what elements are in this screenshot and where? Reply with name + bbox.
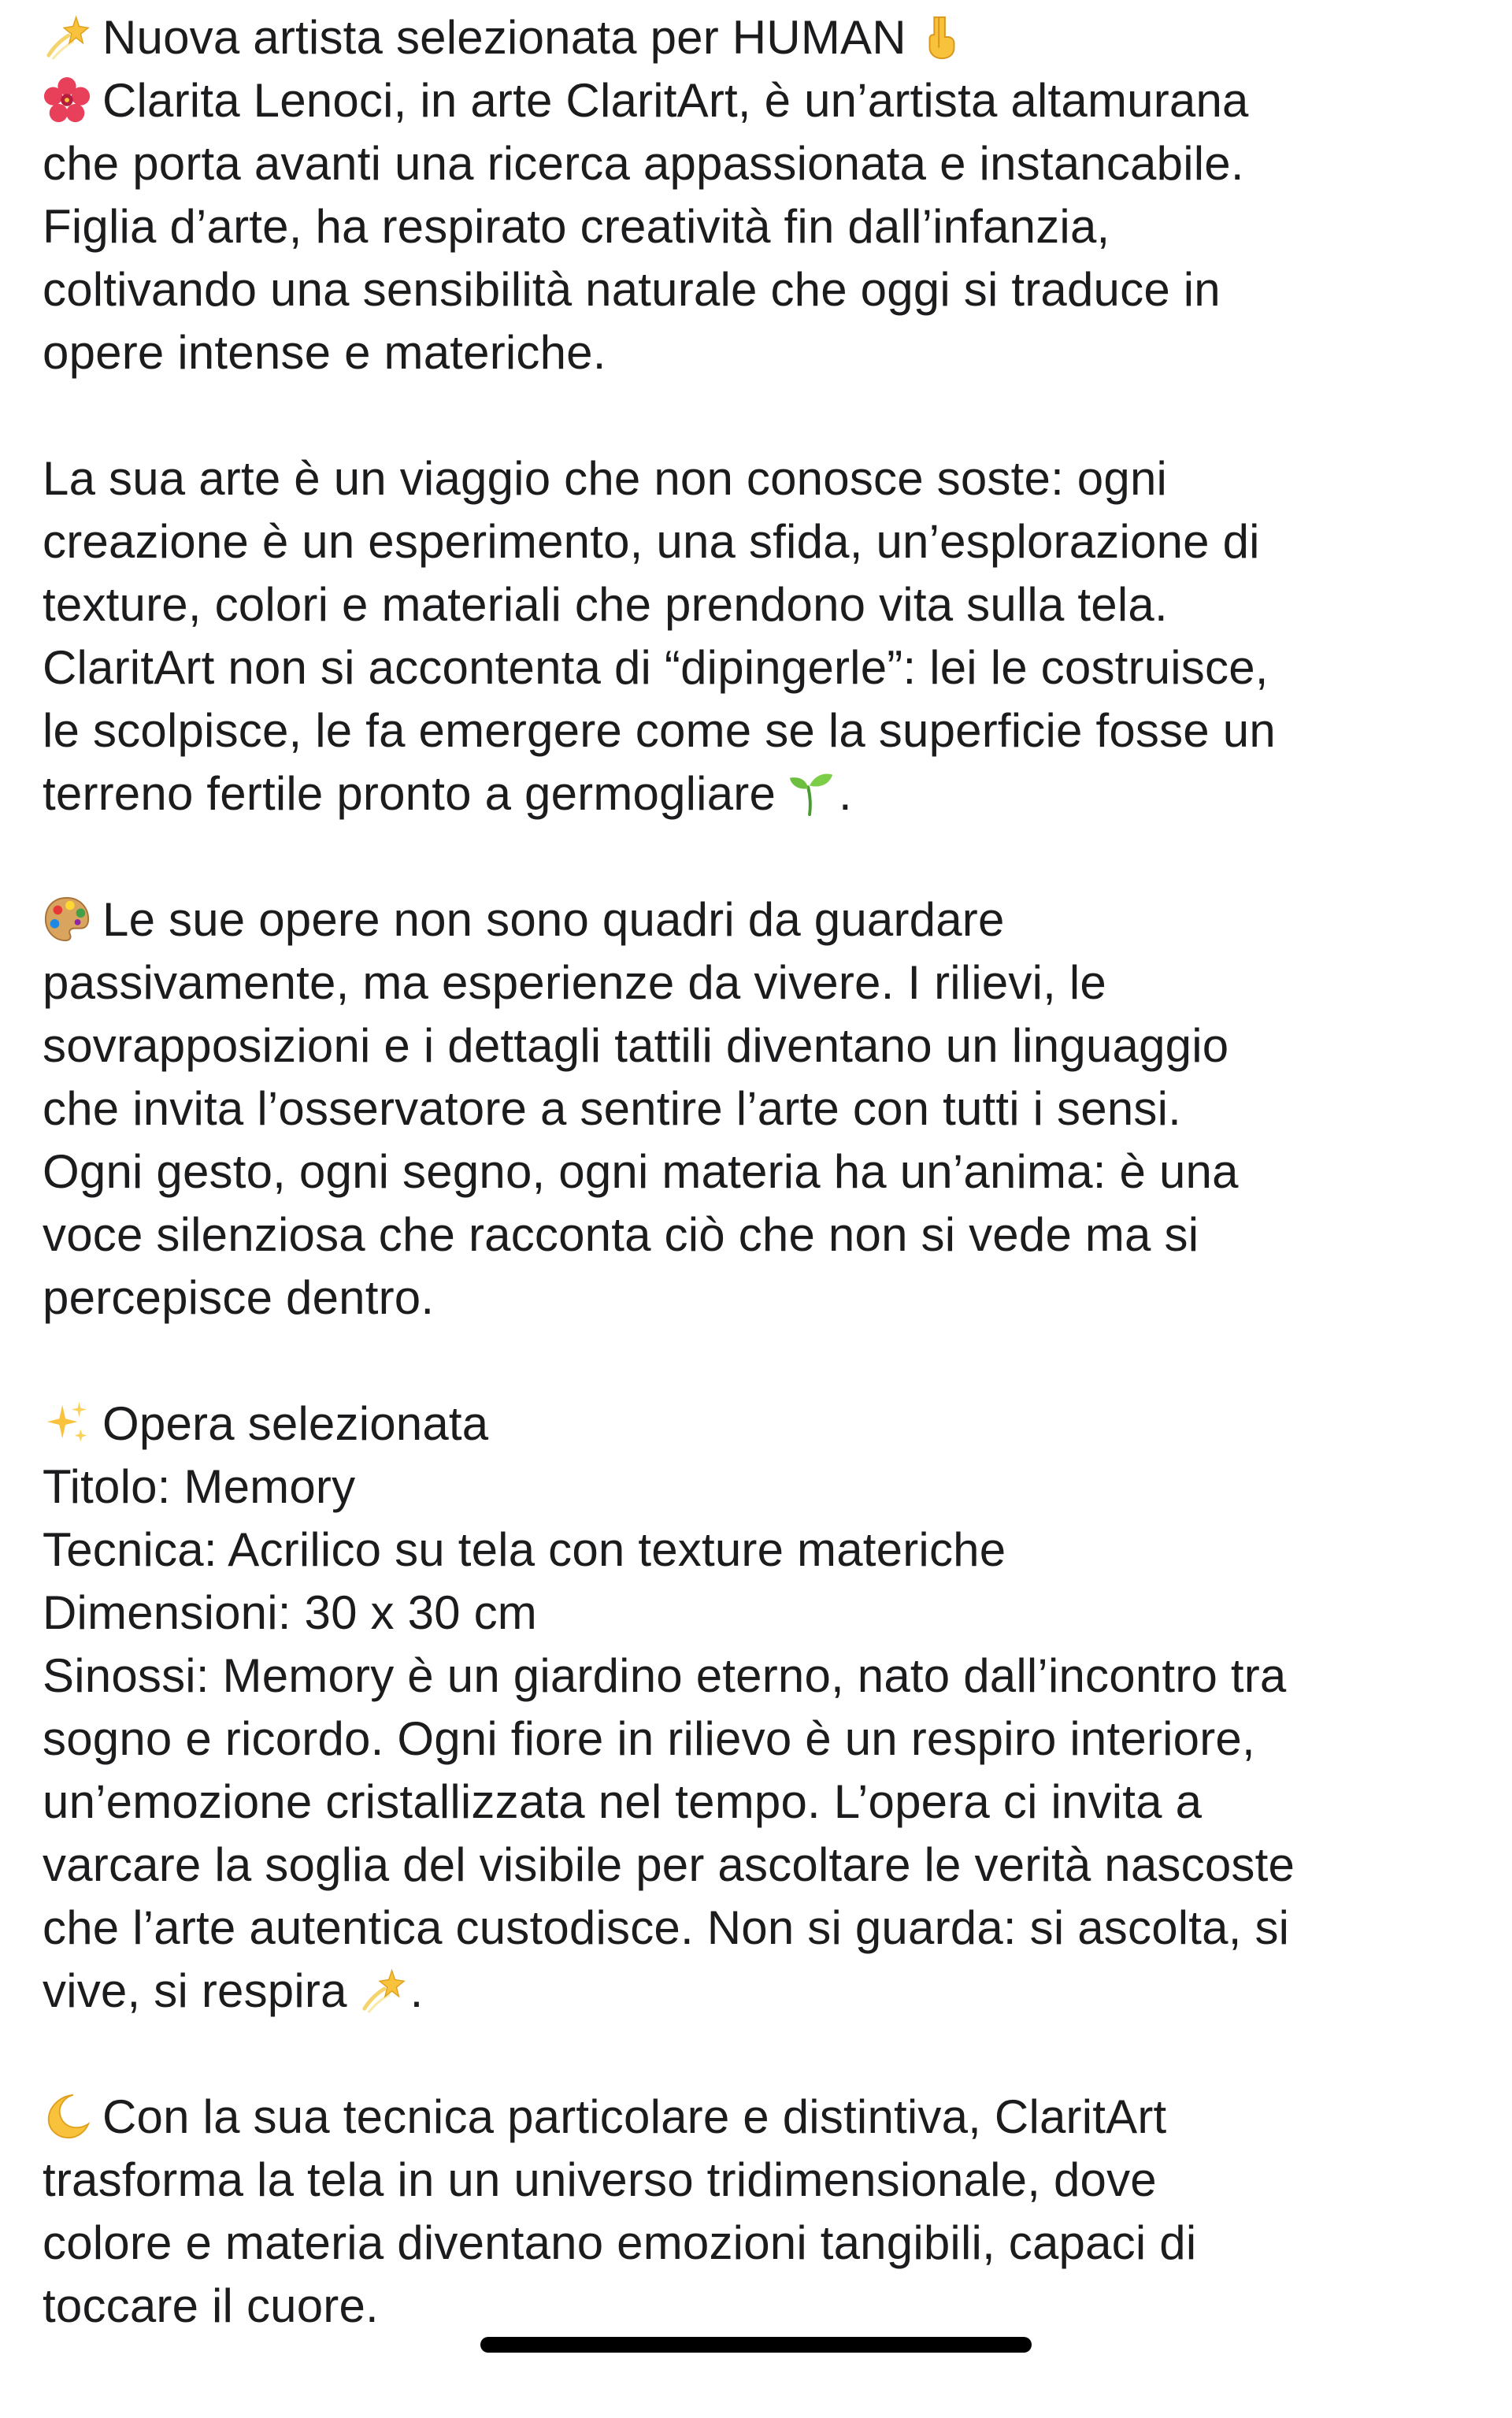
artwork-synopsis-4: varcare la soglia del visibile per ascoltare le verità nascoste (43, 1838, 1295, 1891)
journey-text-6: terreno fertile pronto a germogliare (43, 767, 776, 820)
artwork-synopsis-3: un’emozione cristallizzata nel tempo. L’opera ci invita a (43, 1775, 1203, 1828)
artwork-synopsis-1: Sinossi: Memory è un giardino eterno, nato dall’incontro tra (43, 1649, 1287, 1702)
intro-text-2: Clarita Lenoci, in arte ClaritArt, è un’artista altamurana (102, 74, 1249, 127)
artwork-synopsis-6 (43, 1960, 1492, 2023)
closing-text-1: Con la sua tecnica particolare e distintiva, ClaritArt (102, 2090, 1167, 2143)
closing-line-2: trasforma la tela in un universo tridimensionale, dove (43, 2153, 1157, 2206)
dizzy-icon (43, 13, 91, 61)
intro-text-1: Nuova artista selezionata per HUMAN (102, 11, 906, 64)
artwork-technique: Tecnica: Acrilico su tela con texture materiche (43, 1523, 1006, 1576)
experience-line-5: Ogni gesto, ogni segno, ogni materia ha un’anima: è una (43, 1145, 1239, 1198)
closing-line-3: colore e materia diventano emozioni tangibili, capaci di (43, 2216, 1197, 2269)
journey-text-6-end: . (839, 767, 852, 820)
journey-line-1: La sua arte è un viaggio che non conosce soste: ogni (43, 452, 1168, 505)
paragraph-spacer (43, 1330, 1492, 1393)
pointing-down-icon (917, 13, 966, 61)
artwork-heading-line (43, 1393, 1492, 1456)
experience-line-6: voce silenziosa che racconta ciò che non si vede ma si (43, 1208, 1199, 1261)
intro-line-1 (43, 6, 1492, 69)
paragraph-spacer (43, 825, 1492, 888)
artwork-title: Titolo: Memory (43, 1460, 356, 1513)
intro-line-3: che porta avanti una ricerca appassionata e instancabile. (43, 137, 1244, 190)
artist-palette-icon (43, 895, 91, 944)
artwork-synopsis-5: che l’arte autentica custodisce. Non si guarda: si ascolta, si (43, 1901, 1290, 1954)
closing-line-4: toccare il cuore. (43, 2279, 379, 2332)
intro-line-6: opere intense e materiche. (43, 326, 606, 379)
intro-line-4: Figlia d’arte, ha respirato creatività fin dall’infanzia, (43, 200, 1110, 253)
journey-line-2: creazione è un esperimento, una sfida, un’esplorazione di (43, 515, 1260, 568)
artwork-synopsis-text-6: vive, si respira (43, 1964, 347, 2017)
experience-line-4: che invita l’osservatore a sentire l’arte con tutti i sensi. (43, 1082, 1181, 1135)
paragraph-spacer (43, 384, 1492, 447)
experience-line-3: sovrapposizioni e i dettagli tattili diventano un linguaggio (43, 1019, 1229, 1072)
dizzy-icon (358, 1966, 407, 2015)
journey-line-5: le scolpisce, le fa emergere come se la superficie fosse un (43, 704, 1276, 757)
experience-line-7: percepisce dentro. (43, 1271, 435, 1324)
experience-line-1 (43, 888, 1492, 951)
journey-line-3: texture, colori e materiali che prendono vita sulla tela. (43, 578, 1168, 631)
experience-text-1: Le sue opere non sono quadri da guardare (102, 893, 1005, 946)
journey-line-4: ClaritArt non si accontenta di “dipingerle”: lei le costruisce, (43, 641, 1269, 694)
artwork-synopsis-2: sogno e ricordo. Ogni fiore in rilievo è un respiro interiore, (43, 1712, 1255, 1765)
artwork-dimensions: Dimensioni: 30 x 30 cm (43, 1586, 537, 1639)
message-text (43, 6, 1492, 2338)
closing-line-1 (43, 2086, 1492, 2149)
home-indicator[interactable] (480, 2337, 1032, 2353)
artwork-synopsis-end: . (410, 1964, 424, 2017)
sparkles-icon (43, 1399, 91, 1448)
intro-line-5: coltivando una sensibilità naturale che oggi si traduce in (43, 263, 1221, 316)
paragraph-spacer (43, 2023, 1492, 2086)
experience-line-2: passivamente, ma esperienze da vivere. I rilievi, le (43, 956, 1106, 1009)
hibiscus-icon (43, 76, 91, 124)
crescent-moon-icon (43, 2092, 91, 2141)
artwork-heading: Opera selezionata (102, 1397, 489, 1450)
journey-line-6 (43, 762, 1492, 825)
intro-line-2 (43, 69, 1492, 132)
seedling-icon (787, 769, 836, 818)
